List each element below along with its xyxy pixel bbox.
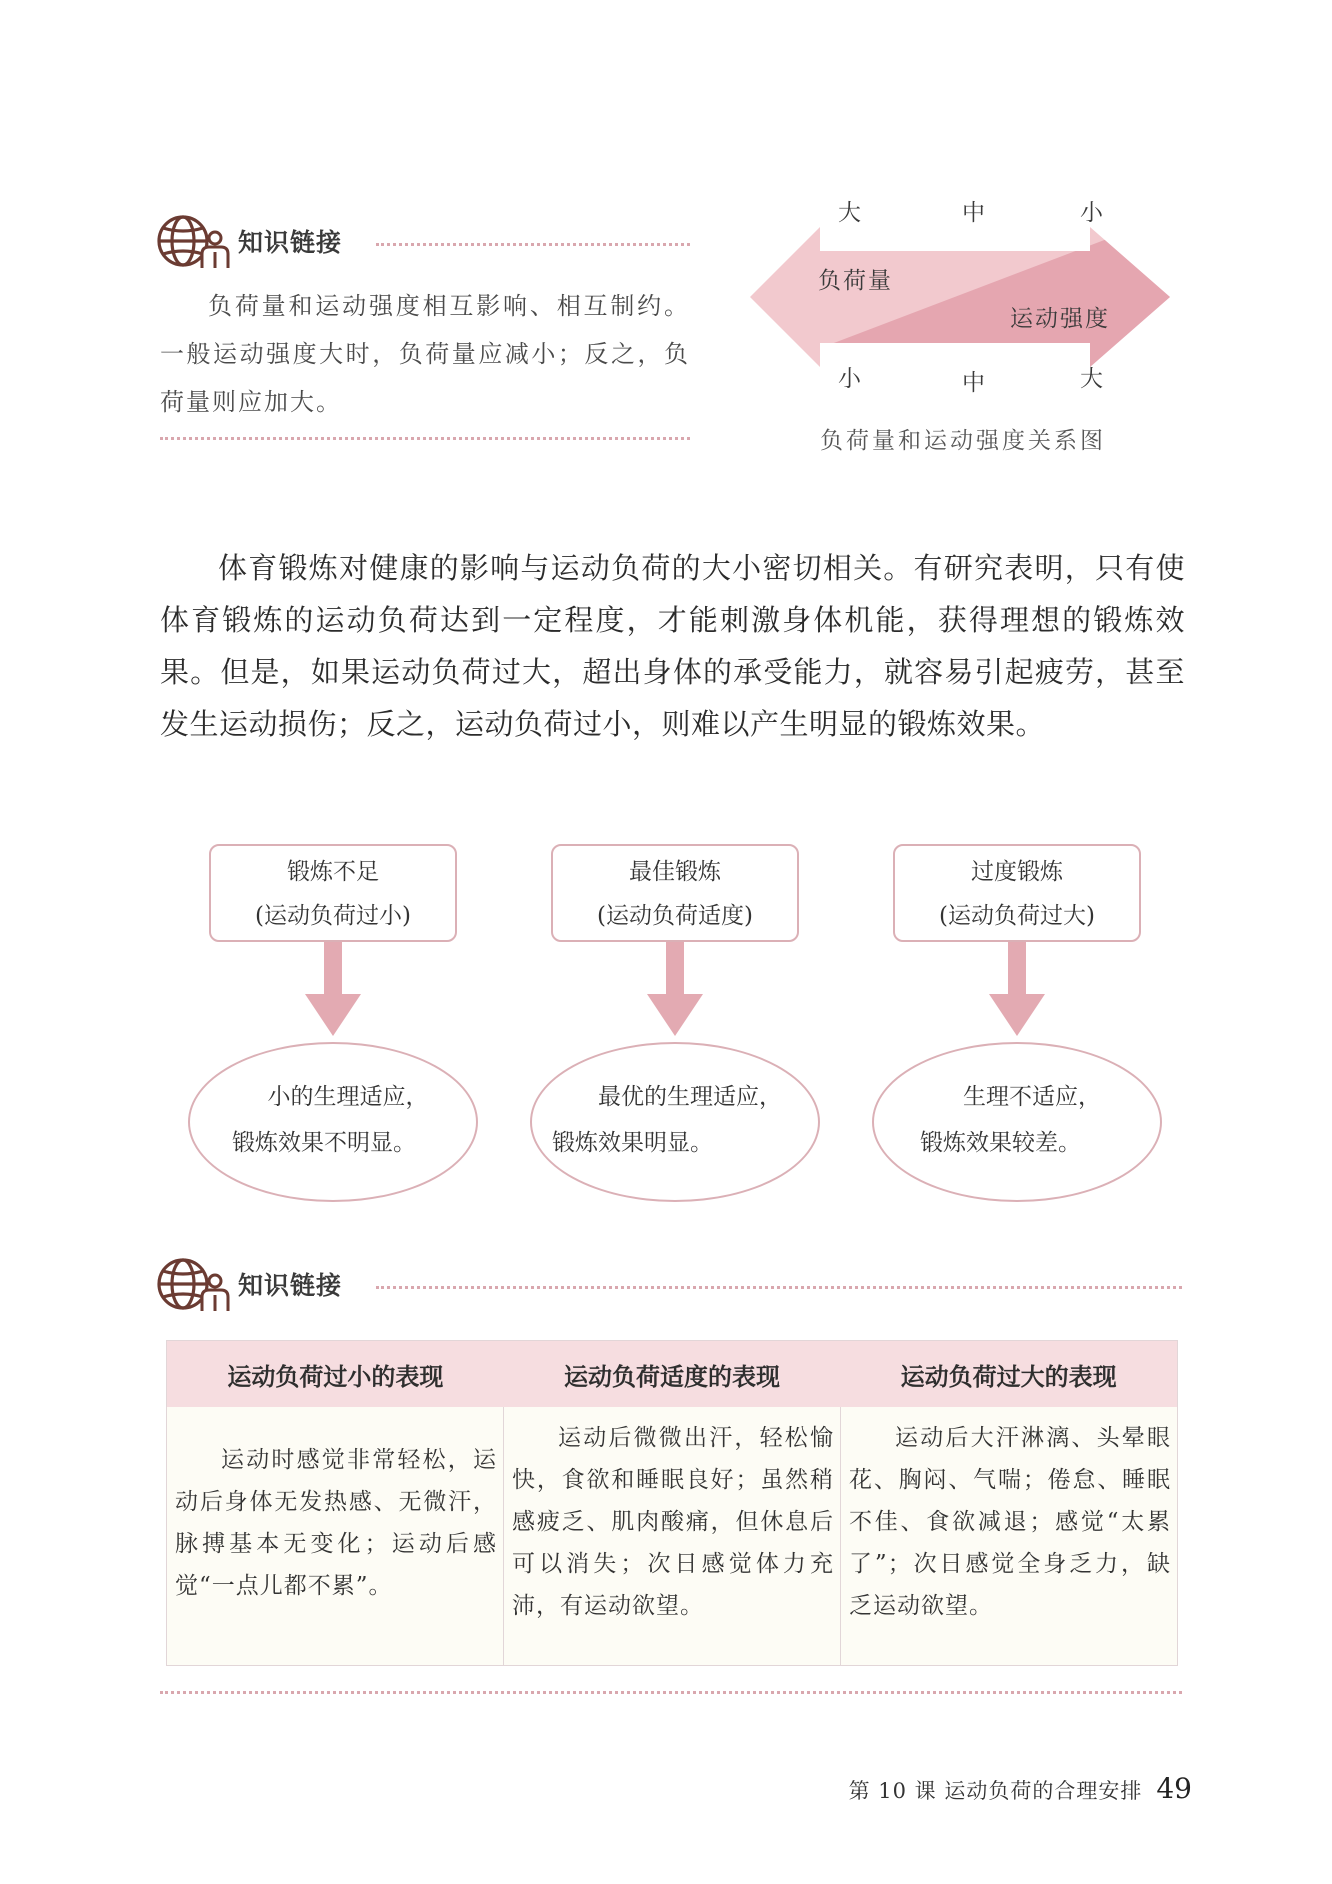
table-header-row	[167, 1341, 1177, 1407]
down-arrow-icon	[989, 942, 1045, 1038]
down-arrow-icon	[305, 942, 361, 1038]
dotted-divider	[160, 437, 690, 440]
flow-box-title: 锻炼不足	[287, 859, 379, 885]
load-volume-label: 负荷量	[818, 268, 893, 294]
knowledge-link-title: 知识链接	[238, 1271, 343, 1300]
flow-box-title: 过度锻炼	[971, 859, 1063, 885]
page-footer	[849, 1772, 1192, 1805]
main-paragraph: 体育锻炼对健康的影响与运动负荷的大小密切相关。有研究表明，只有使体育锻炼的运动负荷达到一定程度，才能刺激身体机能，获得理想的锻炼效果。但是，如果运动负荷过大，超出身体的承受能力，就容易引起疲劳，甚至发生运动损伤；反之，运动负荷过小，则难以产生明显的锻炼效果。	[160, 551, 1185, 741]
table-header-cell: 运动负荷适度的表现	[564, 1362, 780, 1391]
table-header-cell: 运动负荷过小的表现	[227, 1362, 444, 1391]
result-line-1: 生理不适应，	[963, 1084, 1101, 1110]
dotted-divider	[160, 1691, 1182, 1694]
result-line-1: 最优的生理适应，	[598, 1084, 782, 1110]
globe-person-icon	[156, 212, 230, 270]
flow-result-optimal	[530, 1042, 820, 1202]
flow-box-excessive	[893, 844, 1141, 942]
table-row	[167, 1407, 1177, 1665]
knowledge-link-header-1	[156, 212, 342, 270]
result-line-2: 锻炼效果明显。	[552, 1130, 713, 1156]
flow-box-subtitle: (运动负荷过小)	[255, 903, 411, 929]
intensity-label: 运动强度	[1010, 306, 1110, 332]
result-line-2: 锻炼效果较差。	[920, 1130, 1081, 1156]
load-signs-table	[166, 1340, 1178, 1666]
table-cell: 运动后大汗淋漓、头晕眼花、胸闷、气喘；倦怠、睡眠不佳、食欲减退；感觉“太累了”；次日感觉全身乏力，缺乏运动欲望。	[840, 1407, 1177, 1665]
flow-box-optimal	[551, 844, 799, 942]
sidebar-paragraph: 负荷量和运动强度相互影响、相互制约。一般运动强度大时，负荷量应减小；反之，负荷量则应加大。	[160, 292, 690, 416]
flow-box-subtitle: (运动负荷适度)	[597, 903, 753, 929]
lesson-title: 第 10 课 运动负荷的合理安排	[848, 1779, 1143, 1803]
flow-result-excessive	[872, 1042, 1162, 1202]
flow-box-title: 最佳锻炼	[629, 859, 721, 885]
globe-person-icon	[156, 1255, 230, 1313]
dotted-divider	[376, 243, 690, 246]
result-line-2: 锻炼效果不明显。	[232, 1130, 416, 1156]
diagram-caption: 负荷量和运动强度关系图	[820, 428, 1106, 454]
down-arrow-icon	[647, 942, 703, 1038]
top-label-2: 中	[962, 200, 985, 226]
top-label-1: 大	[838, 200, 861, 226]
bottom-label-2: 中	[962, 370, 985, 396]
result-line-1: 小的生理适应，	[267, 1084, 429, 1110]
dotted-divider	[376, 1286, 1182, 1289]
bottom-label-3: 大	[1080, 366, 1103, 392]
table-header-cell: 运动负荷过大的表现	[900, 1362, 1117, 1391]
table-cell: 运动时感觉非常轻松，运动后身体无发热感、无微汗，脉搏基本无变化；运动后感觉“一点儿都不累”。	[175, 1447, 497, 1599]
flow-result-insufficient	[188, 1042, 478, 1202]
knowledge-link-header-2	[156, 1255, 342, 1313]
flow-box-subtitle: (运动负荷过大)	[939, 903, 1095, 929]
table-cell: 运动后微微出汗，轻松愉快，食欲和睡眠良好；虽然稍感疲乏、肌肉酸痛，但休息后可以消失；次日感觉体力充沛，有运动欲望。	[503, 1407, 840, 1665]
knowledge-link-title: 知识链接	[238, 228, 343, 257]
bottom-label-1: 小	[838, 366, 861, 392]
flow-box-insufficient	[209, 844, 457, 942]
page-number: 49	[1156, 1772, 1192, 1805]
top-label-3: 小	[1080, 200, 1103, 226]
